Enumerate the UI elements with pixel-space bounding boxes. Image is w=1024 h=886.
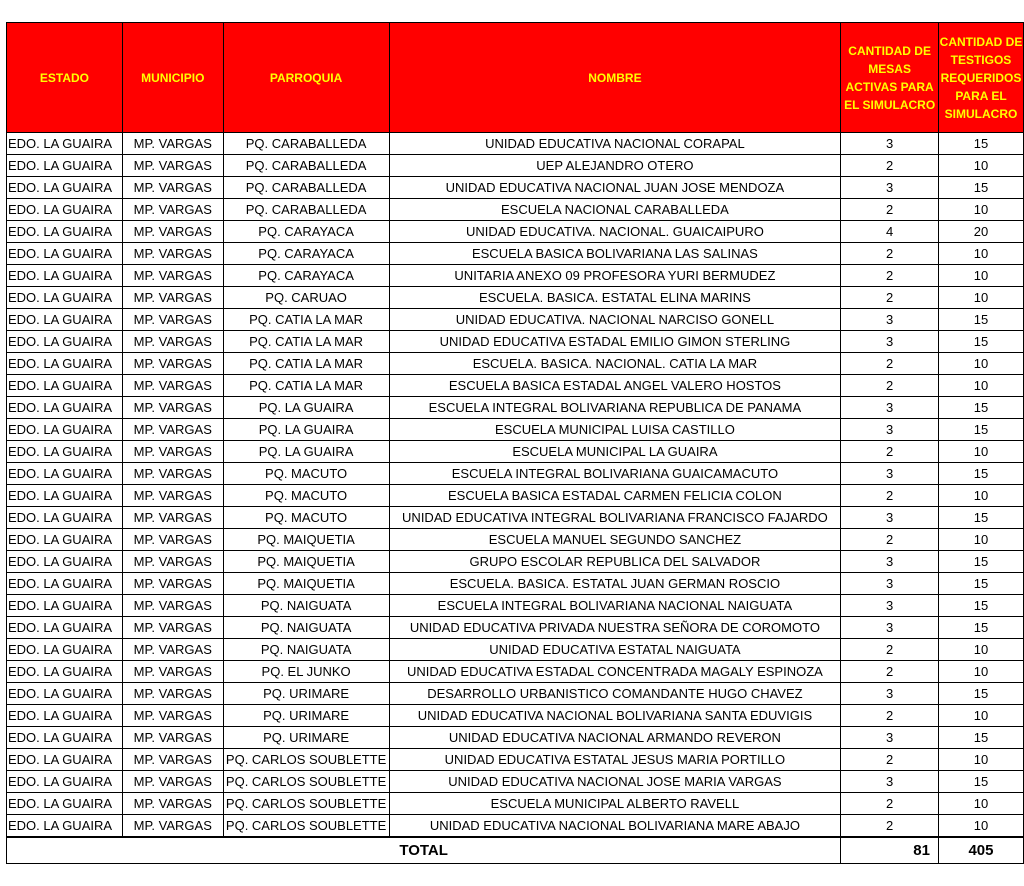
cell-parroquia: PQ. MACUTO <box>223 463 389 485</box>
cell-testigos: 10 <box>938 705 1023 727</box>
table-row <box>7 221 1024 243</box>
cell-parroquia: PQ. MAIQUETIA <box>223 573 389 595</box>
cell-parroquia: PQ. CARLOS SOUBLETTE <box>223 815 389 838</box>
cell-municipio: MP. VARGAS <box>122 331 223 353</box>
cell-testigos: 15 <box>938 771 1023 793</box>
cell-estado: EDO. LA GUAIRA <box>7 441 123 463</box>
table-row <box>7 529 1024 551</box>
table-body <box>7 133 1024 838</box>
cell-estado: EDO. LA GUAIRA <box>7 309 123 331</box>
cell-estado: EDO. LA GUAIRA <box>7 639 123 661</box>
cell-estado: EDO. LA GUAIRA <box>7 793 123 815</box>
cell-nombre: ESCUELA MUNICIPAL ALBERTO RAVELL <box>389 793 841 815</box>
cell-estado: EDO. LA GUAIRA <box>7 287 123 309</box>
cell-municipio: MP. VARGAS <box>122 683 223 705</box>
cell-municipio: MP. VARGAS <box>122 155 223 177</box>
cell-mesas: 2 <box>841 199 939 221</box>
table-row <box>7 705 1024 727</box>
cell-nombre: ESCUELA MANUEL SEGUNDO SANCHEZ <box>389 529 841 551</box>
header-mesas: CANTIDAD DE MESAS ACTIVAS PARA EL SIMULACRO <box>841 23 939 133</box>
cell-municipio: MP. VARGAS <box>122 639 223 661</box>
cell-municipio: MP. VARGAS <box>122 507 223 529</box>
cell-estado: EDO. LA GUAIRA <box>7 507 123 529</box>
cell-municipio: MP. VARGAS <box>122 287 223 309</box>
cell-testigos: 15 <box>938 617 1023 639</box>
cell-nombre: ESCUELA BASICA ESTADAL CARMEN FELICIA COLON <box>389 485 841 507</box>
cell-parroquia: PQ. MACUTO <box>223 485 389 507</box>
cell-mesas: 3 <box>841 419 939 441</box>
cell-mesas: 3 <box>841 331 939 353</box>
cell-municipio: MP. VARGAS <box>122 705 223 727</box>
cell-nombre: UNIDAD EDUCATIVA NACIONAL BOLIVARIANA SANTA EDUVIGIS <box>389 705 841 727</box>
cell-municipio: MP. VARGAS <box>122 309 223 331</box>
cell-nombre: UNIDAD EDUCATIVA INTEGRAL BOLIVARIANA FRANCISCO FAJARDO <box>389 507 841 529</box>
cell-estado: EDO. LA GUAIRA <box>7 485 123 507</box>
cell-municipio: MP. VARGAS <box>122 441 223 463</box>
cell-parroquia: PQ. NAIGUATA <box>223 639 389 661</box>
cell-estado: EDO. LA GUAIRA <box>7 705 123 727</box>
cell-municipio: MP. VARGAS <box>122 595 223 617</box>
cell-municipio: MP. VARGAS <box>122 265 223 287</box>
cell-municipio: MP. VARGAS <box>122 397 223 419</box>
cell-estado: EDO. LA GUAIRA <box>7 727 123 749</box>
cell-mesas: 3 <box>841 133 939 155</box>
cell-testigos: 10 <box>938 485 1023 507</box>
cell-nombre: ESCUELA MUNICIPAL LUISA CASTILLO <box>389 419 841 441</box>
table-row <box>7 551 1024 573</box>
cell-municipio: MP. VARGAS <box>122 551 223 573</box>
cell-parroquia: PQ. CARLOS SOUBLETTE <box>223 771 389 793</box>
cell-estado: EDO. LA GUAIRA <box>7 265 123 287</box>
cell-estado: EDO. LA GUAIRA <box>7 199 123 221</box>
cell-testigos: 10 <box>938 749 1023 771</box>
cell-testigos: 10 <box>938 793 1023 815</box>
cell-testigos: 10 <box>938 661 1023 683</box>
header-estado: ESTADO <box>7 23 123 133</box>
total-label: TOTAL <box>7 837 841 864</box>
spreadsheet <box>6 22 1024 864</box>
table-row <box>7 353 1024 375</box>
table-row <box>7 309 1024 331</box>
cell-parroquia: PQ. CARAYACA <box>223 243 389 265</box>
cell-estado: EDO. LA GUAIRA <box>7 661 123 683</box>
cell-estado: EDO. LA GUAIRA <box>7 419 123 441</box>
table-row <box>7 155 1024 177</box>
cell-mesas: 2 <box>841 749 939 771</box>
cell-testigos: 15 <box>938 397 1023 419</box>
cell-mesas: 3 <box>841 617 939 639</box>
cell-municipio: MP. VARGAS <box>122 617 223 639</box>
table-row <box>7 375 1024 397</box>
cell-nombre: UNIDAD EDUCATIVA NACIONAL ARMANDO REVERON <box>389 727 841 749</box>
cell-mesas: 3 <box>841 727 939 749</box>
table-row <box>7 507 1024 529</box>
cell-municipio: MP. VARGAS <box>122 771 223 793</box>
cell-nombre: UNIDAD EDUCATIVA. NACIONAL NARCISO GONELL <box>389 309 841 331</box>
cell-estado: EDO. LA GUAIRA <box>7 573 123 595</box>
cell-testigos: 10 <box>938 353 1023 375</box>
header-municipio: MUNICIPIO <box>122 23 223 133</box>
table-row <box>7 485 1024 507</box>
cell-parroquia: PQ. EL JUNKO <box>223 661 389 683</box>
cell-mesas: 3 <box>841 551 939 573</box>
cell-parroquia: PQ. MACUTO <box>223 507 389 529</box>
cell-parroquia: PQ. LA GUAIRA <box>223 419 389 441</box>
cell-parroquia: PQ. MAIQUETIA <box>223 551 389 573</box>
cell-nombre: GRUPO ESCOLAR REPUBLICA DEL SALVADOR <box>389 551 841 573</box>
cell-parroquia: PQ. CARUAO <box>223 287 389 309</box>
cell-mesas: 3 <box>841 177 939 199</box>
cell-mesas: 3 <box>841 397 939 419</box>
cell-parroquia: PQ. LA GUAIRA <box>223 397 389 419</box>
cell-nombre: UNIDAD EDUCATIVA. NACIONAL. GUAICAIPURO <box>389 221 841 243</box>
table-row <box>7 639 1024 661</box>
cell-municipio: MP. VARGAS <box>122 573 223 595</box>
cell-estado: EDO. LA GUAIRA <box>7 529 123 551</box>
table-row <box>7 595 1024 617</box>
cell-testigos: 10 <box>938 243 1023 265</box>
cell-nombre: ESCUELA INTEGRAL BOLIVARIANA NACIONAL NAIGUATA <box>389 595 841 617</box>
cell-estado: EDO. LA GUAIRA <box>7 331 123 353</box>
cell-municipio: MP. VARGAS <box>122 815 223 838</box>
cell-municipio: MP. VARGAS <box>122 749 223 771</box>
cell-testigos: 15 <box>938 419 1023 441</box>
table-row <box>7 749 1024 771</box>
cell-mesas: 2 <box>841 705 939 727</box>
cell-mesas: 3 <box>841 595 939 617</box>
cell-estado: EDO. LA GUAIRA <box>7 375 123 397</box>
cell-testigos: 10 <box>938 287 1023 309</box>
cell-parroquia: PQ. CARABALLEDA <box>223 155 389 177</box>
cell-testigos: 10 <box>938 815 1023 838</box>
cell-nombre: ESCUELA INTEGRAL BOLIVARIANA GUAICAMACUTO <box>389 463 841 485</box>
cell-mesas: 2 <box>841 529 939 551</box>
table-row <box>7 683 1024 705</box>
cell-municipio: MP. VARGAS <box>122 793 223 815</box>
cell-testigos: 15 <box>938 507 1023 529</box>
cell-parroquia: PQ. CARLOS SOUBLETTE <box>223 749 389 771</box>
cell-estado: EDO. LA GUAIRA <box>7 177 123 199</box>
cell-estado: EDO. LA GUAIRA <box>7 221 123 243</box>
cell-parroquia: PQ. CARABALLEDA <box>223 133 389 155</box>
cell-estado: EDO. LA GUAIRA <box>7 397 123 419</box>
cell-testigos: 15 <box>938 595 1023 617</box>
cell-parroquia: PQ. CARAYACA <box>223 265 389 287</box>
cell-nombre: DESARROLLO URBANISTICO COMANDANTE HUGO CHAVEZ <box>389 683 841 705</box>
cell-mesas: 2 <box>841 793 939 815</box>
cell-municipio: MP. VARGAS <box>122 375 223 397</box>
cell-estado: EDO. LA GUAIRA <box>7 595 123 617</box>
cell-nombre: UNIDAD EDUCATIVA NACIONAL BOLIVARIANA MARE ABAJO <box>389 815 841 838</box>
cell-testigos: 15 <box>938 309 1023 331</box>
cell-estado: EDO. LA GUAIRA <box>7 155 123 177</box>
cell-estado: EDO. LA GUAIRA <box>7 749 123 771</box>
cell-testigos: 10 <box>938 375 1023 397</box>
table-row <box>7 287 1024 309</box>
table-row <box>7 793 1024 815</box>
cell-parroquia: PQ. URIMARE <box>223 705 389 727</box>
cell-estado: EDO. LA GUAIRA <box>7 353 123 375</box>
cell-parroquia: PQ. URIMARE <box>223 727 389 749</box>
cell-parroquia: PQ. CATIA LA MAR <box>223 375 389 397</box>
cell-municipio: MP. VARGAS <box>122 221 223 243</box>
cell-parroquia: PQ. CARABALLEDA <box>223 199 389 221</box>
total-testigos: 405 <box>938 837 1023 864</box>
cell-testigos: 10 <box>938 199 1023 221</box>
cell-nombre: ESCUELA NACIONAL CARABALLEDA <box>389 199 841 221</box>
cell-mesas: 2 <box>841 815 939 838</box>
cell-mesas: 2 <box>841 353 939 375</box>
cell-municipio: MP. VARGAS <box>122 485 223 507</box>
cell-nombre: ESCUELA BASICA ESTADAL ANGEL VALERO HOSTOS <box>389 375 841 397</box>
cell-nombre: UNIDAD EDUCATIVA NACIONAL CORAPAL <box>389 133 841 155</box>
total-row <box>7 837 1024 864</box>
cell-municipio: MP. VARGAS <box>122 243 223 265</box>
table-row <box>7 463 1024 485</box>
cell-mesas: 3 <box>841 683 939 705</box>
cell-municipio: MP. VARGAS <box>122 529 223 551</box>
cell-mesas: 2 <box>841 485 939 507</box>
cell-nombre: ESCUELA. BASICA. NACIONAL. CATIA LA MAR <box>389 353 841 375</box>
header-nombre: NOMBRE <box>389 23 841 133</box>
header-parroquia: PARROQUIA <box>223 23 389 133</box>
cell-municipio: MP. VARGAS <box>122 199 223 221</box>
cell-estado: EDO. LA GUAIRA <box>7 463 123 485</box>
cell-testigos: 15 <box>938 573 1023 595</box>
cell-mesas: 4 <box>841 221 939 243</box>
cell-mesas: 2 <box>841 155 939 177</box>
cell-municipio: MP. VARGAS <box>122 133 223 155</box>
table-row <box>7 771 1024 793</box>
cell-mesas: 2 <box>841 661 939 683</box>
cell-mesas: 3 <box>841 573 939 595</box>
table-row <box>7 573 1024 595</box>
table-row <box>7 177 1024 199</box>
cell-nombre: UNIDAD EDUCATIVA ESTADAL CONCENTRADA MAGALY ESPINOZA <box>389 661 841 683</box>
cell-parroquia: PQ. LA GUAIRA <box>223 441 389 463</box>
header-row <box>7 23 1024 133</box>
cell-mesas: 3 <box>841 771 939 793</box>
cell-nombre: UNIDAD EDUCATIVA NACIONAL JUAN JOSE MENDOZA <box>389 177 841 199</box>
cell-nombre: ESCUELA. BASICA. ESTATAL JUAN GERMAN ROSCIO <box>389 573 841 595</box>
cell-nombre: ESCUELA INTEGRAL BOLIVARIANA REPUBLICA DE PANAMA <box>389 397 841 419</box>
cell-estado: EDO. LA GUAIRA <box>7 133 123 155</box>
cell-parroquia: PQ. CARAYACA <box>223 221 389 243</box>
cell-mesas: 2 <box>841 639 939 661</box>
table-row <box>7 199 1024 221</box>
cell-testigos: 15 <box>938 683 1023 705</box>
cell-testigos: 10 <box>938 265 1023 287</box>
cell-estado: EDO. LA GUAIRA <box>7 617 123 639</box>
cell-municipio: MP. VARGAS <box>122 419 223 441</box>
cell-testigos: 10 <box>938 529 1023 551</box>
cell-testigos: 15 <box>938 133 1023 155</box>
cell-parroquia: PQ. NAIGUATA <box>223 617 389 639</box>
table-row <box>7 617 1024 639</box>
cell-municipio: MP. VARGAS <box>122 353 223 375</box>
table-row <box>7 397 1024 419</box>
cell-testigos: 10 <box>938 155 1023 177</box>
cell-testigos: 15 <box>938 177 1023 199</box>
cell-mesas: 2 <box>841 265 939 287</box>
table-row <box>7 243 1024 265</box>
table-row <box>7 441 1024 463</box>
table-row <box>7 265 1024 287</box>
cell-parroquia: PQ. CARLOS SOUBLETTE <box>223 793 389 815</box>
cell-parroquia: PQ. CARABALLEDA <box>223 177 389 199</box>
cell-testigos: 15 <box>938 463 1023 485</box>
header-testigos: CANTIDAD DE TESTIGOS REQUERIDOS PARA EL SIMULACRO <box>938 23 1023 133</box>
cell-mesas: 2 <box>841 441 939 463</box>
cell-mesas: 3 <box>841 507 939 529</box>
cell-testigos: 10 <box>938 639 1023 661</box>
table-row <box>7 331 1024 353</box>
cell-estado: EDO. LA GUAIRA <box>7 683 123 705</box>
table-row <box>7 661 1024 683</box>
cell-nombre: UNIDAD EDUCATIVA ESTATAL NAIGUATA <box>389 639 841 661</box>
cell-municipio: MP. VARGAS <box>122 727 223 749</box>
cell-parroquia: PQ. CATIA LA MAR <box>223 309 389 331</box>
cell-nombre: UNIDAD EDUCATIVA ESTATAL JESUS MARIA PORTILLO <box>389 749 841 771</box>
cell-parroquia: PQ. URIMARE <box>223 683 389 705</box>
cell-parroquia: PQ. CATIA LA MAR <box>223 331 389 353</box>
cell-testigos: 20 <box>938 221 1023 243</box>
cell-nombre: ESCUELA MUNICIPAL LA GUAIRA <box>389 441 841 463</box>
cell-testigos: 15 <box>938 331 1023 353</box>
cell-testigos: 10 <box>938 441 1023 463</box>
table-row <box>7 727 1024 749</box>
cell-mesas: 2 <box>841 243 939 265</box>
cell-nombre: UNIDAD EDUCATIVA NACIONAL JOSE MARIA VARGAS <box>389 771 841 793</box>
cell-estado: EDO. LA GUAIRA <box>7 243 123 265</box>
cell-parroquia: PQ. NAIGUATA <box>223 595 389 617</box>
table-row <box>7 815 1024 838</box>
cell-estado: EDO. LA GUAIRA <box>7 815 123 838</box>
cell-nombre: UEP ALEJANDRO OTERO <box>389 155 841 177</box>
cell-municipio: MP. VARGAS <box>122 661 223 683</box>
cell-mesas: 2 <box>841 287 939 309</box>
data-table <box>6 22 1024 864</box>
cell-mesas: 2 <box>841 375 939 397</box>
cell-testigos: 15 <box>938 551 1023 573</box>
cell-estado: EDO. LA GUAIRA <box>7 551 123 573</box>
table-row <box>7 133 1024 155</box>
cell-parroquia: PQ. CATIA LA MAR <box>223 353 389 375</box>
cell-nombre: UNIDAD EDUCATIVA ESTADAL EMILIO GIMON STERLING <box>389 331 841 353</box>
cell-parroquia: PQ. MAIQUETIA <box>223 529 389 551</box>
cell-municipio: MP. VARGAS <box>122 463 223 485</box>
cell-nombre: UNIDAD EDUCATIVA PRIVADA NUESTRA SEÑORA DE COROMOTO <box>389 617 841 639</box>
cell-municipio: MP. VARGAS <box>122 177 223 199</box>
cell-nombre: UNITARIA ANEXO 09 PROFESORA YURI BERMUDEZ <box>389 265 841 287</box>
cell-estado: EDO. LA GUAIRA <box>7 771 123 793</box>
cell-mesas: 3 <box>841 309 939 331</box>
cell-mesas: 3 <box>841 463 939 485</box>
cell-testigos: 15 <box>938 727 1023 749</box>
table-row <box>7 419 1024 441</box>
cell-nombre: ESCUELA. BASICA. ESTATAL ELINA MARINS <box>389 287 841 309</box>
cell-nombre: ESCUELA BASICA BOLIVARIANA LAS SALINAS <box>389 243 841 265</box>
total-mesas: 81 <box>841 837 939 864</box>
